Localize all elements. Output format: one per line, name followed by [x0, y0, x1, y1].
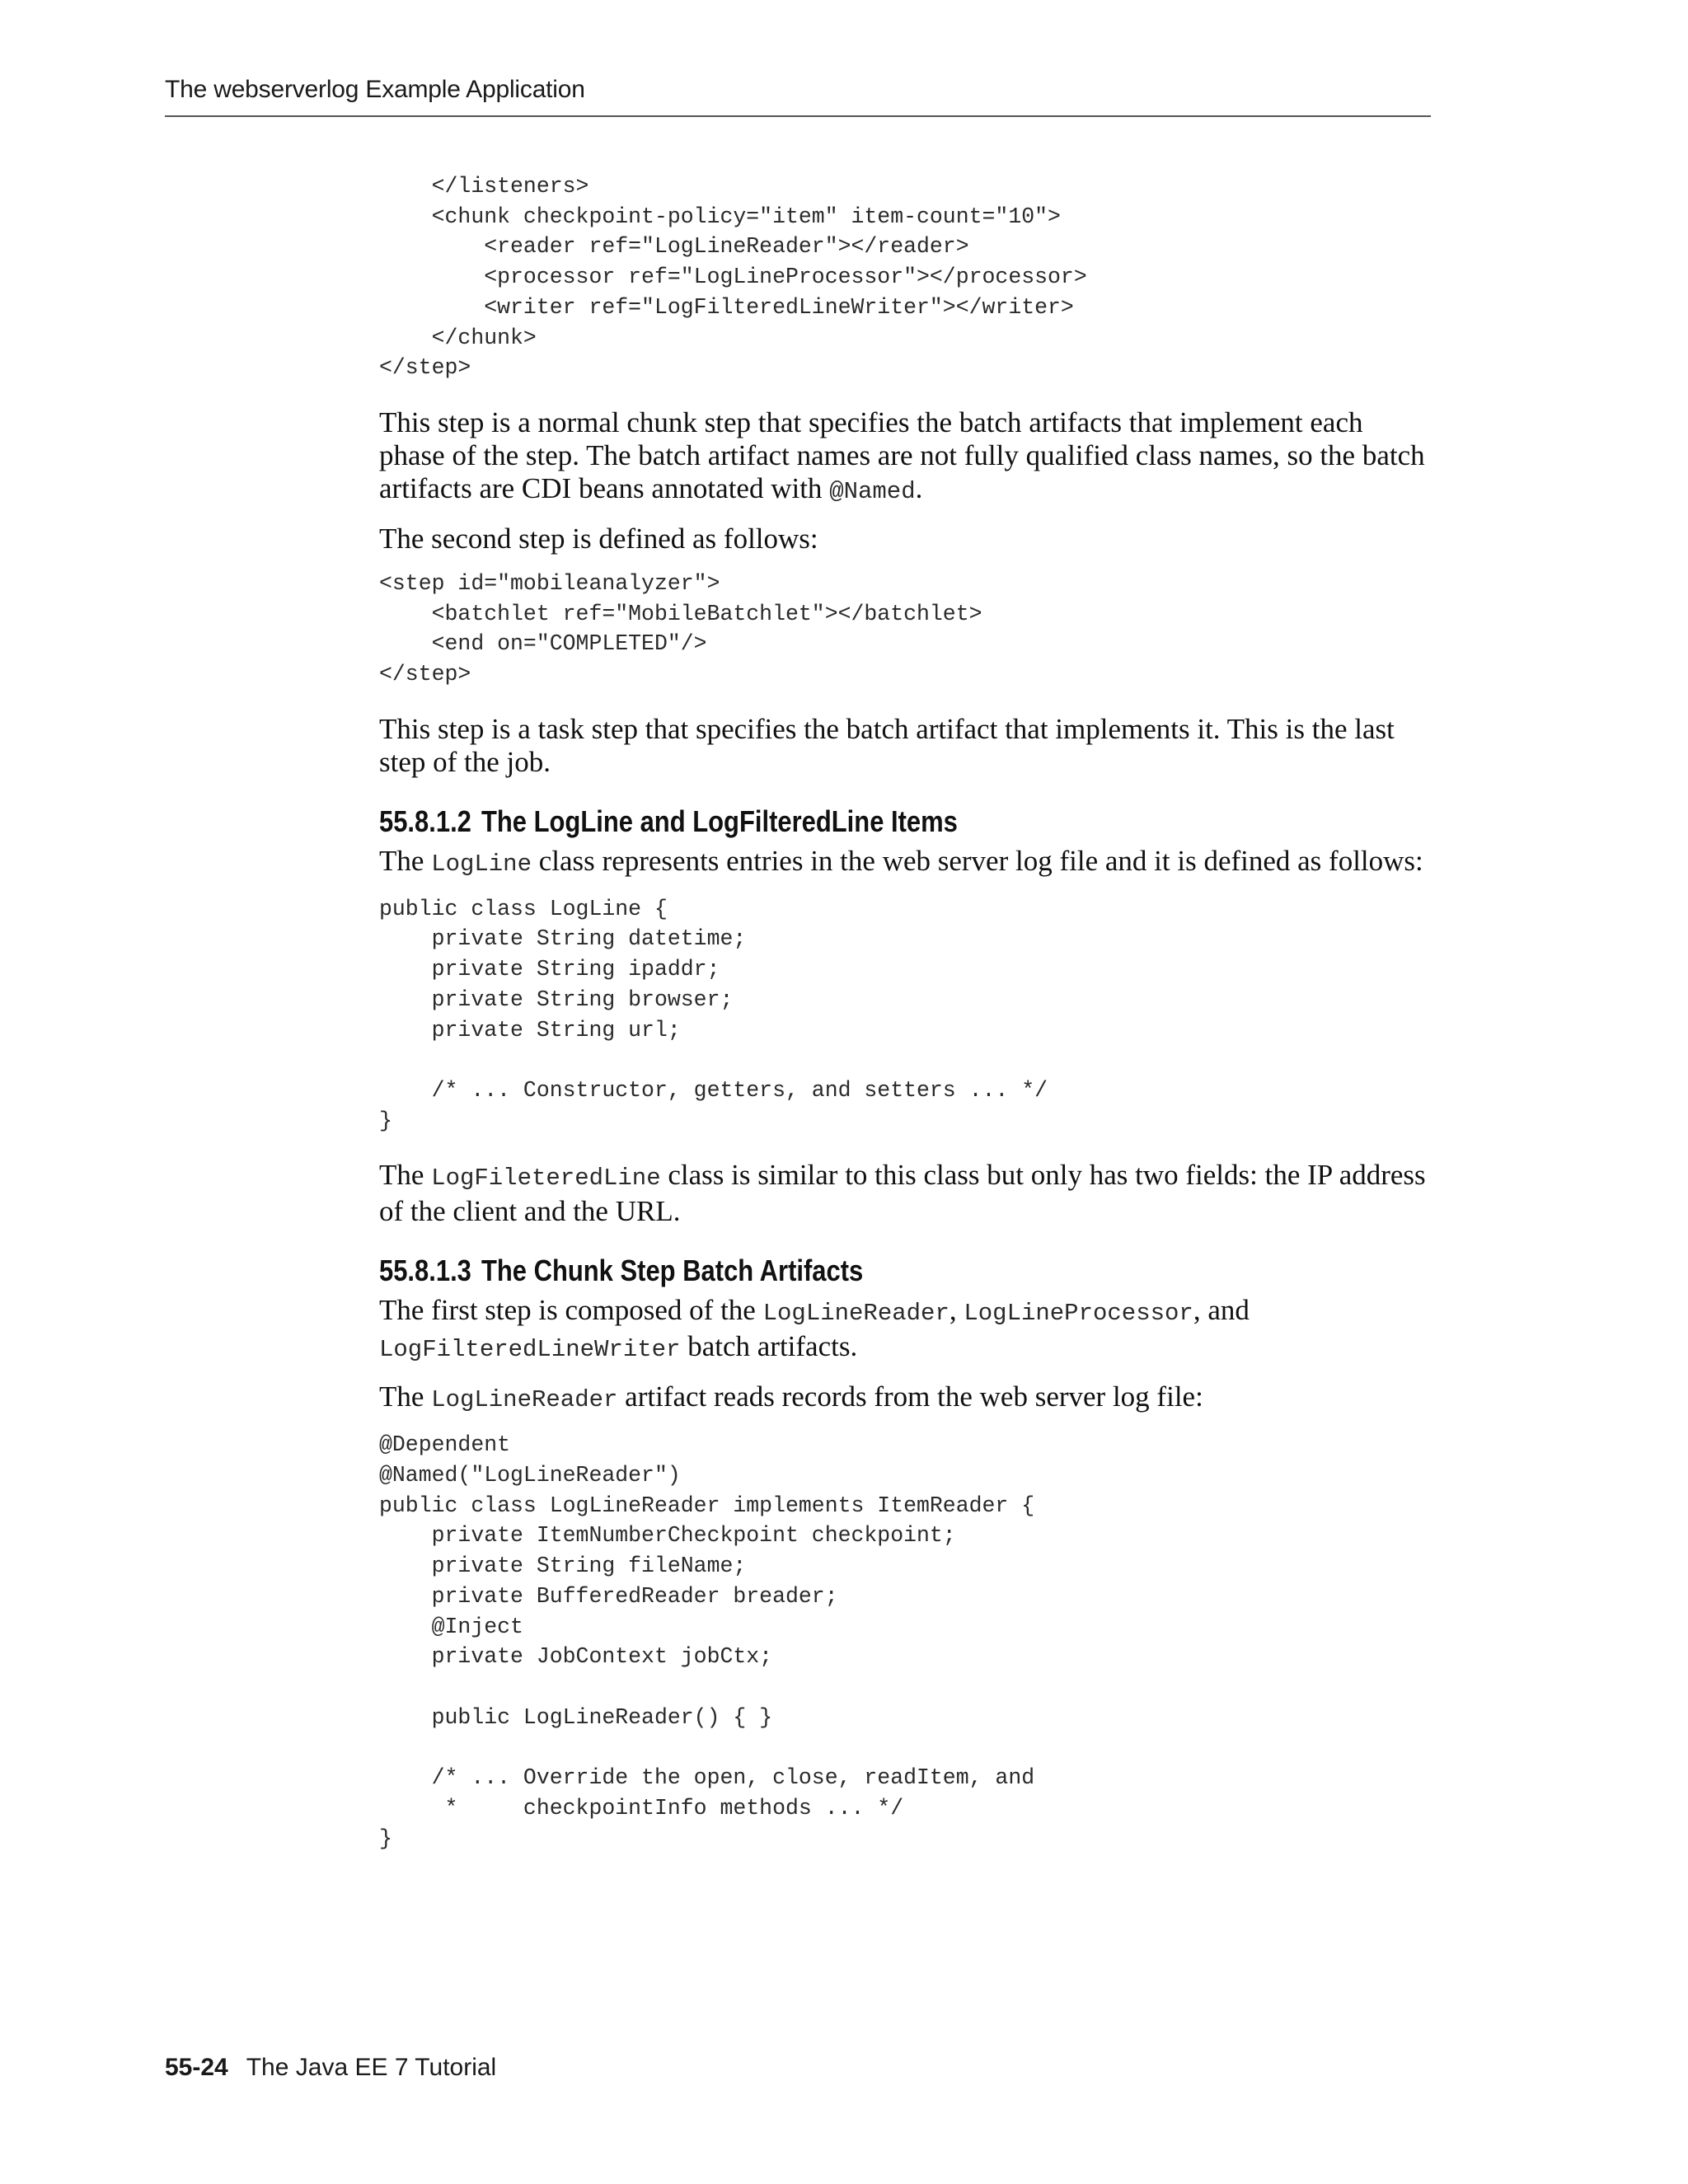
- paragraph-text: ,: [949, 1294, 964, 1327]
- inline-code: LogLineReader: [431, 1386, 618, 1414]
- page-number: 55-24: [165, 2054, 228, 2081]
- code-block-logline-reader: @Dependent @Named("LogLineReader") public class LogLineReader implements ItemReader { private ItemNumberCheckpoint checkpoint; private String fileName; private BufferedReader breader; @Inject private JobContext jobCtx; public LogLineReader() { } /* ... Override the open, close, readItem, and * checkpointInfo methods ... */ }: [379, 1432, 1035, 1851]
- inline-code: LogFileteredLine: [431, 1165, 661, 1193]
- paragraph-second-step: The second step is defined as follows:: [379, 522, 818, 555]
- inline-code: LogLineProcessor: [964, 1300, 1193, 1328]
- code-block-logline-class: public class LogLine { private String datetime; private String ipaddr; private String browser; private String url; /* ... Constructor, getters, and setters ... */ }: [379, 896, 1048, 1133]
- paragraph-text: The: [379, 1159, 432, 1192]
- page-footer: [165, 2054, 496, 2082]
- inline-code: @Named: [829, 477, 916, 505]
- section-number: 55.8.1.3: [379, 1254, 471, 1288]
- section-title: The LogLine and LogFilteredLine Items: [481, 804, 958, 838]
- paragraph-text: The first step is composed of the: [379, 1294, 763, 1327]
- paragraph-text: This step is a normal chunk step that specifies the batch artifacts that implement each phase of the step. The batch artifact names are not fully qualified class names, so the batch artifacts are CDI beans annotated with: [379, 405, 1425, 504]
- page-content: [379, 171, 1431, 1854]
- inline-code: LogFilteredLineWriter: [379, 1336, 681, 1364]
- paragraph-filtered-line: [379, 1159, 1431, 1228]
- book-title: The Java EE 7 Tutorial: [246, 2054, 497, 2081]
- paragraph-logline: [379, 845, 1431, 881]
- paragraph-text: , and: [1193, 1294, 1250, 1327]
- running-header: The webserverlog Example Application: [165, 76, 585, 103]
- section-number: 55.8.1.2: [379, 804, 471, 838]
- section-title: The Chunk Step Batch Artifacts: [481, 1254, 864, 1288]
- section-heading-logline-items: [379, 804, 1283, 840]
- header-rule: [165, 115, 1431, 117]
- paragraph-text: class is similar to this class but only has two fields: the IP address of the client and the URL.: [379, 1159, 1426, 1228]
- paragraph-text: The: [379, 844, 432, 877]
- inline-code: LogLine: [431, 850, 532, 878]
- paragraph-text: The: [379, 1380, 432, 1413]
- paragraph-text: batch artifacts.: [680, 1330, 858, 1363]
- paragraph-text-end: .: [915, 471, 923, 504]
- paragraph-task-step: This step is a task step that specifies the batch artifact that implements it. This is the last step of the job.: [379, 712, 1395, 778]
- paragraph-text: class represents entries in the web server log file and it is defined as follows:: [532, 844, 1423, 877]
- paragraph-reader: [379, 1380, 1431, 1417]
- code-block-job-step1: </listeners> <chunk checkpoint-policy="item" item-count="10"> <reader ref="LogLineReader"></reader> <processor ref="LogLineProcessor"></processor> <writer ref="LogFilteredLineWriter"></writer> </chunk> </step>: [379, 174, 1087, 381]
- inline-code: LogLineReader: [762, 1300, 950, 1328]
- section-heading-chunk-artifacts: [379, 1253, 1283, 1289]
- paragraph-chunk-step: [379, 406, 1431, 509]
- paragraph-text: artifact reads records from the web server log file:: [617, 1380, 1203, 1413]
- code-block-step2: <step id="mobileanalyzer"> <batchlet ref="MobileBatchlet"></batchlet> <end on="COMPLETED"/> </step>: [379, 570, 982, 687]
- paragraph-first-step: [379, 1294, 1431, 1366]
